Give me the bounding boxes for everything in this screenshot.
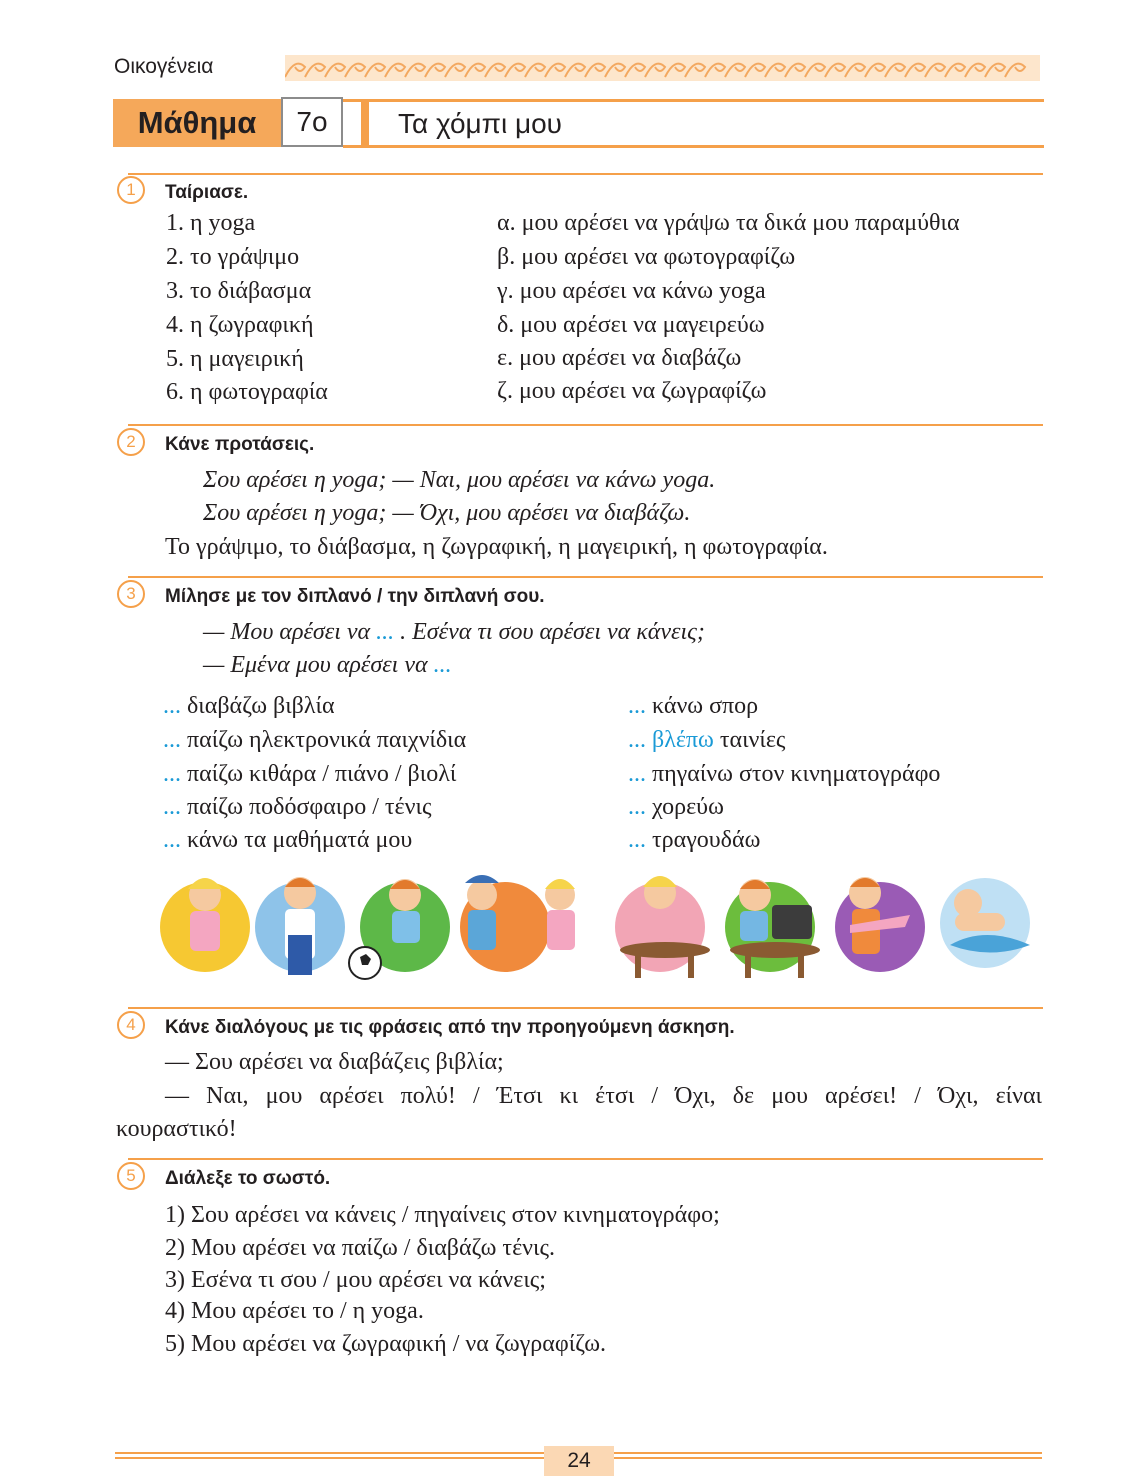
dialogue-line (203, 619, 705, 646)
activity-text: παίζω κιθάρα / πιάνο / βιολί (187, 761, 457, 787)
example-sentence: Σου αρέσει η yoga; — Ναι, μου αρέσει να κάνω yoga. (203, 467, 716, 493)
choice-item: 3) Εσένα τι σου / μου αρέσει να κάνεις; (165, 1267, 546, 1293)
activity-item (163, 693, 335, 720)
dialogue-line (203, 652, 452, 679)
activity-text: κάνω σπορ (652, 693, 759, 719)
activity-item (628, 727, 785, 754)
children-hobbies-illustration (160, 865, 1040, 983)
activity-item (628, 794, 724, 821)
match-left-item: 6. η φωτογραφία (166, 379, 328, 405)
section-title: Κάνε προτάσεις. (165, 434, 315, 455)
choice-item: 1) Σου αρέσει να κάνεις / πηγαίνεις στον κινηματογράφο; (165, 1202, 720, 1228)
match-left-item: 1. η yoga (166, 210, 256, 236)
activity-text: τραγουδάω (652, 827, 761, 853)
dialogue-line: κουραστικό! (116, 1116, 237, 1142)
blank-dots: ... (163, 794, 181, 820)
match-right-item: α. μου αρέσει να γράψω τα δικά μου παραμύθια (497, 210, 960, 236)
section-divider (128, 1158, 1043, 1160)
blank-dots: ... (433, 652, 452, 678)
section-divider (128, 1007, 1043, 1009)
word-list: Το γράψιμο, το διάβασμα, η ζωγραφική, η μαγειρική, η φωτογραφία. (165, 534, 828, 560)
activity-item (628, 693, 758, 720)
choice-item: 2) Μου αρέσει να παίζω / διαβάζω τένις. (165, 1235, 555, 1261)
example-sentence: Σου αρέσει η yoga; — Όχι, μου αρέσει να διαβάζω. (203, 500, 691, 526)
page-number: 24 (544, 1446, 614, 1476)
activity-item (163, 794, 431, 821)
activity-highlight: βλέπω (652, 727, 714, 753)
activity-item (163, 827, 412, 854)
section-number-badge: 2 (117, 428, 145, 456)
dialogue-text: — Εμένα μου αρέσει να (203, 652, 434, 678)
activity-item (628, 761, 940, 788)
activity-text: ταινίες (713, 727, 786, 753)
match-right-item: δ. μου αρέσει να μαγειρεύω (497, 312, 765, 338)
choice-item: 5) Μου αρέσει να ζωγραφική / να ζωγραφίζω. (165, 1331, 607, 1357)
section-divider (128, 424, 1043, 426)
match-left-item: 3. το διάβασμα (166, 278, 312, 304)
section-title: Διάλεξε το σωστό. (165, 1168, 331, 1189)
dialogue-text: . Εσένα τι σου αρέσει να κάνεις; (394, 619, 705, 645)
section-number-badge: 4 (117, 1011, 145, 1039)
section-number-badge: 5 (117, 1162, 145, 1190)
section-number-badge: 1 (117, 176, 145, 204)
lesson-title: Τα χόμπι μου (398, 108, 562, 139)
section-title: Ταίριασε. (165, 182, 249, 203)
activity-text: κάνω τα μαθήματά μου (187, 827, 413, 853)
activity-text: διαβάζω βιβλία (187, 693, 335, 719)
match-right-item: γ. μου αρέσει να κάνω yoga (497, 278, 766, 304)
blank-dots: ... (163, 827, 181, 853)
activity-text: παίζω ποδόσφαιρο / τένις (187, 794, 432, 820)
match-right-item: ε. μου αρέσει να διαβάζω (497, 345, 742, 371)
activity-item (628, 827, 760, 854)
match-left-item: 2. το γράψιμο (166, 244, 300, 270)
chapter-label: Οικογένεια (114, 55, 214, 78)
blank-dots: ... (628, 794, 646, 820)
match-right-item: β. μου αρέσει να φωτογραφίζω (497, 244, 796, 270)
decorative-border (285, 55, 1040, 81)
blank-dots: ... (163, 761, 181, 787)
dialogue-text: — Μου αρέσει να (203, 619, 377, 645)
section-divider (128, 576, 1043, 578)
blank-dots: ... (376, 619, 395, 645)
section-number-badge: 3 (117, 580, 145, 608)
dialogue-line: — Σου αρέσει να διαβάζεις βιβλία; (165, 1049, 504, 1075)
blank-dots: ... (163, 693, 181, 719)
match-left-item: 4. η ζωγραφική (166, 312, 314, 338)
blank-dots: ... (163, 727, 181, 753)
match-left-item: 5. η μαγειρική (166, 346, 304, 372)
blank-dots: ... (628, 693, 646, 719)
section-divider (128, 173, 1043, 175)
activity-item (163, 761, 456, 788)
blank-dots: ... (628, 761, 646, 787)
dialogue-line: — Ναι, μου αρέσει πολύ! / Έτσι κι έτσι / Όχι, δε μου αρέσει! / Όχι, είναι (165, 1083, 1042, 1109)
choice-item: 4) Μου αρέσει το / η yoga. (165, 1298, 424, 1324)
blank-dots: ... (628, 727, 646, 753)
lesson-label: Μάθημα (113, 99, 281, 147)
activity-text: παίζω ηλεκτρονικά παιχνίδια (187, 727, 467, 753)
activity-text: πηγαίνω στον κινηματογράφο (652, 761, 941, 787)
section-title: Κάνε διαλόγους με τις φράσεις από την προηγούμενη άσκηση. (165, 1017, 735, 1038)
lesson-number: 7ο (281, 97, 343, 147)
activity-item (163, 727, 466, 754)
match-right-item: ζ. μου αρέσει να ζωγραφίζω (497, 378, 767, 404)
section-title: Μίλησε με τον διπλανό / την διπλανή σου. (165, 586, 545, 607)
activity-text: χορεύω (652, 794, 724, 820)
blank-dots: ... (628, 827, 646, 853)
